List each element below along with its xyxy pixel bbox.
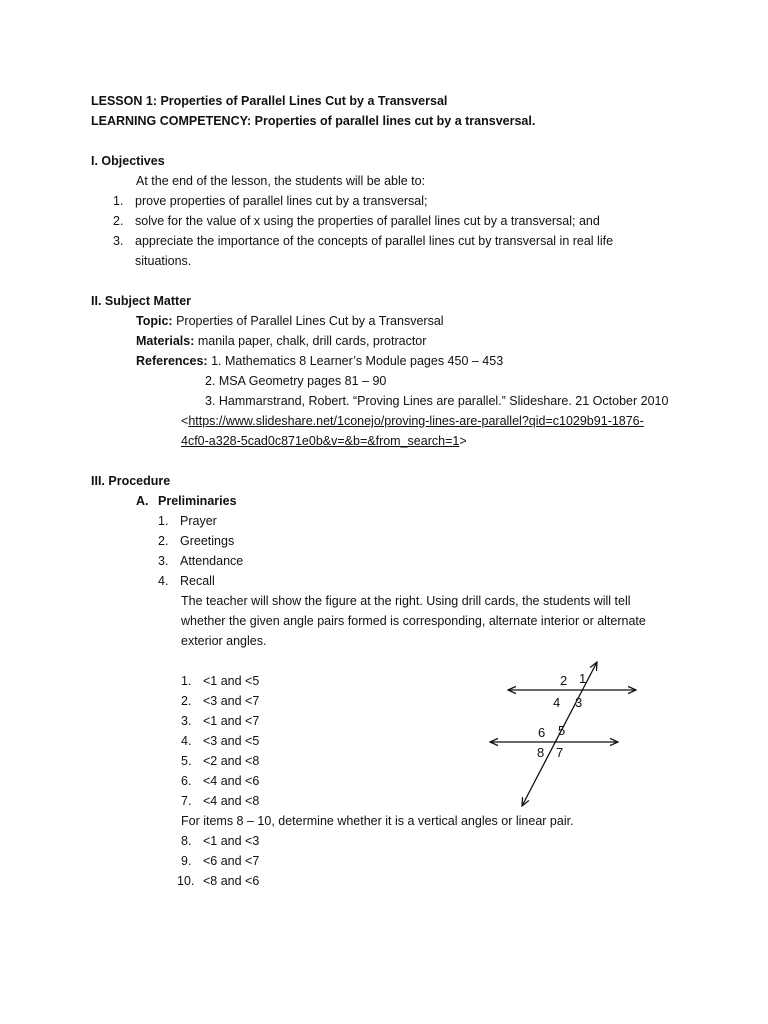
item-text: <1 and <5 bbox=[203, 674, 260, 688]
item-text: <3 and <5 bbox=[203, 734, 260, 748]
angle-label: 1 bbox=[579, 671, 587, 686]
reference-url-line-1 bbox=[181, 411, 644, 431]
recall-paragraph-line: The teacher will show the figure at the right. Using drill cards, the students will tell bbox=[181, 594, 631, 608]
item-number: 7. bbox=[181, 794, 192, 808]
item-number: 6. bbox=[181, 774, 192, 788]
url-open-bracket: < bbox=[181, 414, 189, 428]
item-number: 10. bbox=[177, 874, 195, 888]
item-text: <3 and <7 bbox=[203, 694, 260, 708]
angle-label: 3 bbox=[575, 695, 583, 710]
preliminary-item bbox=[158, 531, 234, 551]
section-label: Preliminaries bbox=[158, 494, 237, 508]
learning-competency: LEARNING COMPETENCY: Properties of parallel lines cut by a transversal. bbox=[91, 114, 536, 128]
reference-3: 3. Hammarstrand, Robert. “Proving Lines are parallel.” Slideshare. 21 October 2010 bbox=[205, 394, 669, 408]
objective-number: 3. bbox=[113, 234, 124, 248]
angle-pair-item bbox=[181, 851, 259, 871]
reference-link-continued[interactable]: 4cf0-a328-5cad0c871e0b&v=&b=&from_search=1 bbox=[181, 434, 460, 448]
item-text: <4 and <6 bbox=[203, 774, 260, 788]
angle-pair-item bbox=[181, 791, 259, 811]
objective-number: 2. bbox=[113, 214, 124, 228]
procedure-heading: III. Procedure bbox=[91, 474, 171, 488]
angle-pair-item bbox=[181, 691, 259, 711]
item-number: 3. bbox=[181, 714, 192, 728]
topic-value: Properties of Parallel Lines Cut by a Transversal bbox=[176, 314, 444, 328]
preliminary-item bbox=[158, 551, 243, 571]
item-number: 4. bbox=[158, 574, 169, 588]
angle-pair-item bbox=[181, 671, 259, 691]
topic-label: Topic: bbox=[136, 314, 173, 328]
objective-text: solve for the value of x using the properties of parallel lines cut by a transversal; and bbox=[135, 214, 600, 228]
recall-paragraph-line: exterior angles. bbox=[181, 634, 267, 648]
item-number: 9. bbox=[181, 854, 192, 868]
angle-pair-item bbox=[181, 831, 259, 851]
reference-1: 1. Mathematics 8 Learner’s Module pages 450 – 453 bbox=[211, 354, 504, 368]
preliminary-item bbox=[158, 571, 215, 591]
angle-pair-item bbox=[177, 871, 259, 891]
item-text: <6 and <7 bbox=[203, 854, 260, 868]
subject-matter-heading: II. Subject Matter bbox=[91, 294, 192, 308]
objective-item bbox=[113, 211, 600, 231]
objective-number: 1. bbox=[113, 194, 124, 208]
objective-text: prove properties of parallel lines cut by a transversal; bbox=[135, 194, 428, 208]
angle-pair-item bbox=[181, 751, 259, 771]
angle-pair-item bbox=[181, 731, 259, 751]
recall-paragraph-line: whether the given angle pairs formed is corresponding, alternate interior or alternate bbox=[181, 614, 646, 628]
item-text: Recall bbox=[180, 574, 215, 588]
objectives-heading: I. Objectives bbox=[91, 154, 165, 168]
angle-pair-item bbox=[181, 771, 259, 791]
lesson-title: LESSON 1: Properties of Parallel Lines Cut by a Transversal bbox=[91, 94, 448, 108]
item-number: 1. bbox=[158, 514, 169, 528]
item-number: 1. bbox=[181, 674, 192, 688]
item-text: <1 and <3 bbox=[203, 834, 260, 848]
materials-value: manila paper, chalk, drill cards, protractor bbox=[197, 334, 427, 348]
item-text: <8 and <6 bbox=[203, 874, 260, 888]
reference-url-line-2 bbox=[181, 431, 467, 451]
url-close-bracket: > bbox=[459, 434, 467, 448]
angle-label: 8 bbox=[537, 745, 545, 760]
preliminary-item bbox=[158, 511, 217, 531]
item-text: <1 and <7 bbox=[203, 714, 260, 728]
items-note: For items 8 – 10, determine whether it is a vertical angles or linear pair. bbox=[181, 814, 574, 828]
angle-label: 4 bbox=[553, 695, 561, 710]
topic-line bbox=[136, 311, 444, 331]
item-text: Attendance bbox=[180, 554, 244, 568]
item-text: <4 and <8 bbox=[203, 794, 260, 808]
item-text: Prayer bbox=[180, 514, 217, 528]
reference-link[interactable]: https://www.slideshare.net/1conejo/proving-lines-are-parallel?qid=c1029b91-1876- bbox=[188, 414, 644, 428]
item-number: 2. bbox=[181, 694, 192, 708]
angle-pair-item bbox=[181, 711, 259, 731]
angle-label: 5 bbox=[558, 723, 566, 738]
parallel-lines-figure bbox=[480, 660, 650, 820]
item-number: 8. bbox=[181, 834, 192, 848]
item-number: 5. bbox=[181, 754, 192, 768]
angle-label: 2 bbox=[560, 673, 568, 688]
section-letter: A. bbox=[136, 494, 149, 508]
item-number: 3. bbox=[158, 554, 169, 568]
item-number: 2. bbox=[158, 534, 169, 548]
item-number: 4. bbox=[181, 734, 192, 748]
references-line bbox=[136, 351, 503, 371]
objective-item bbox=[113, 191, 428, 211]
objective-text: appreciate the importance of the concepts of parallel lines cut by transversal in real life bbox=[135, 234, 614, 248]
item-text: <2 and <8 bbox=[203, 754, 260, 768]
references-label: References: bbox=[136, 354, 208, 368]
objective-item bbox=[113, 231, 613, 251]
angle-label: 6 bbox=[538, 725, 546, 740]
materials-label: Materials: bbox=[136, 334, 195, 348]
reference-2: 2. MSA Geometry pages 81 – 90 bbox=[205, 374, 387, 388]
materials-line bbox=[136, 331, 426, 351]
angle-label: 7 bbox=[556, 745, 564, 760]
item-text: Greetings bbox=[180, 534, 235, 548]
preliminaries-heading bbox=[136, 491, 237, 511]
objective-continuation: situations. bbox=[135, 254, 192, 268]
objectives-intro: At the end of the lesson, the students will be able to: bbox=[136, 174, 426, 188]
